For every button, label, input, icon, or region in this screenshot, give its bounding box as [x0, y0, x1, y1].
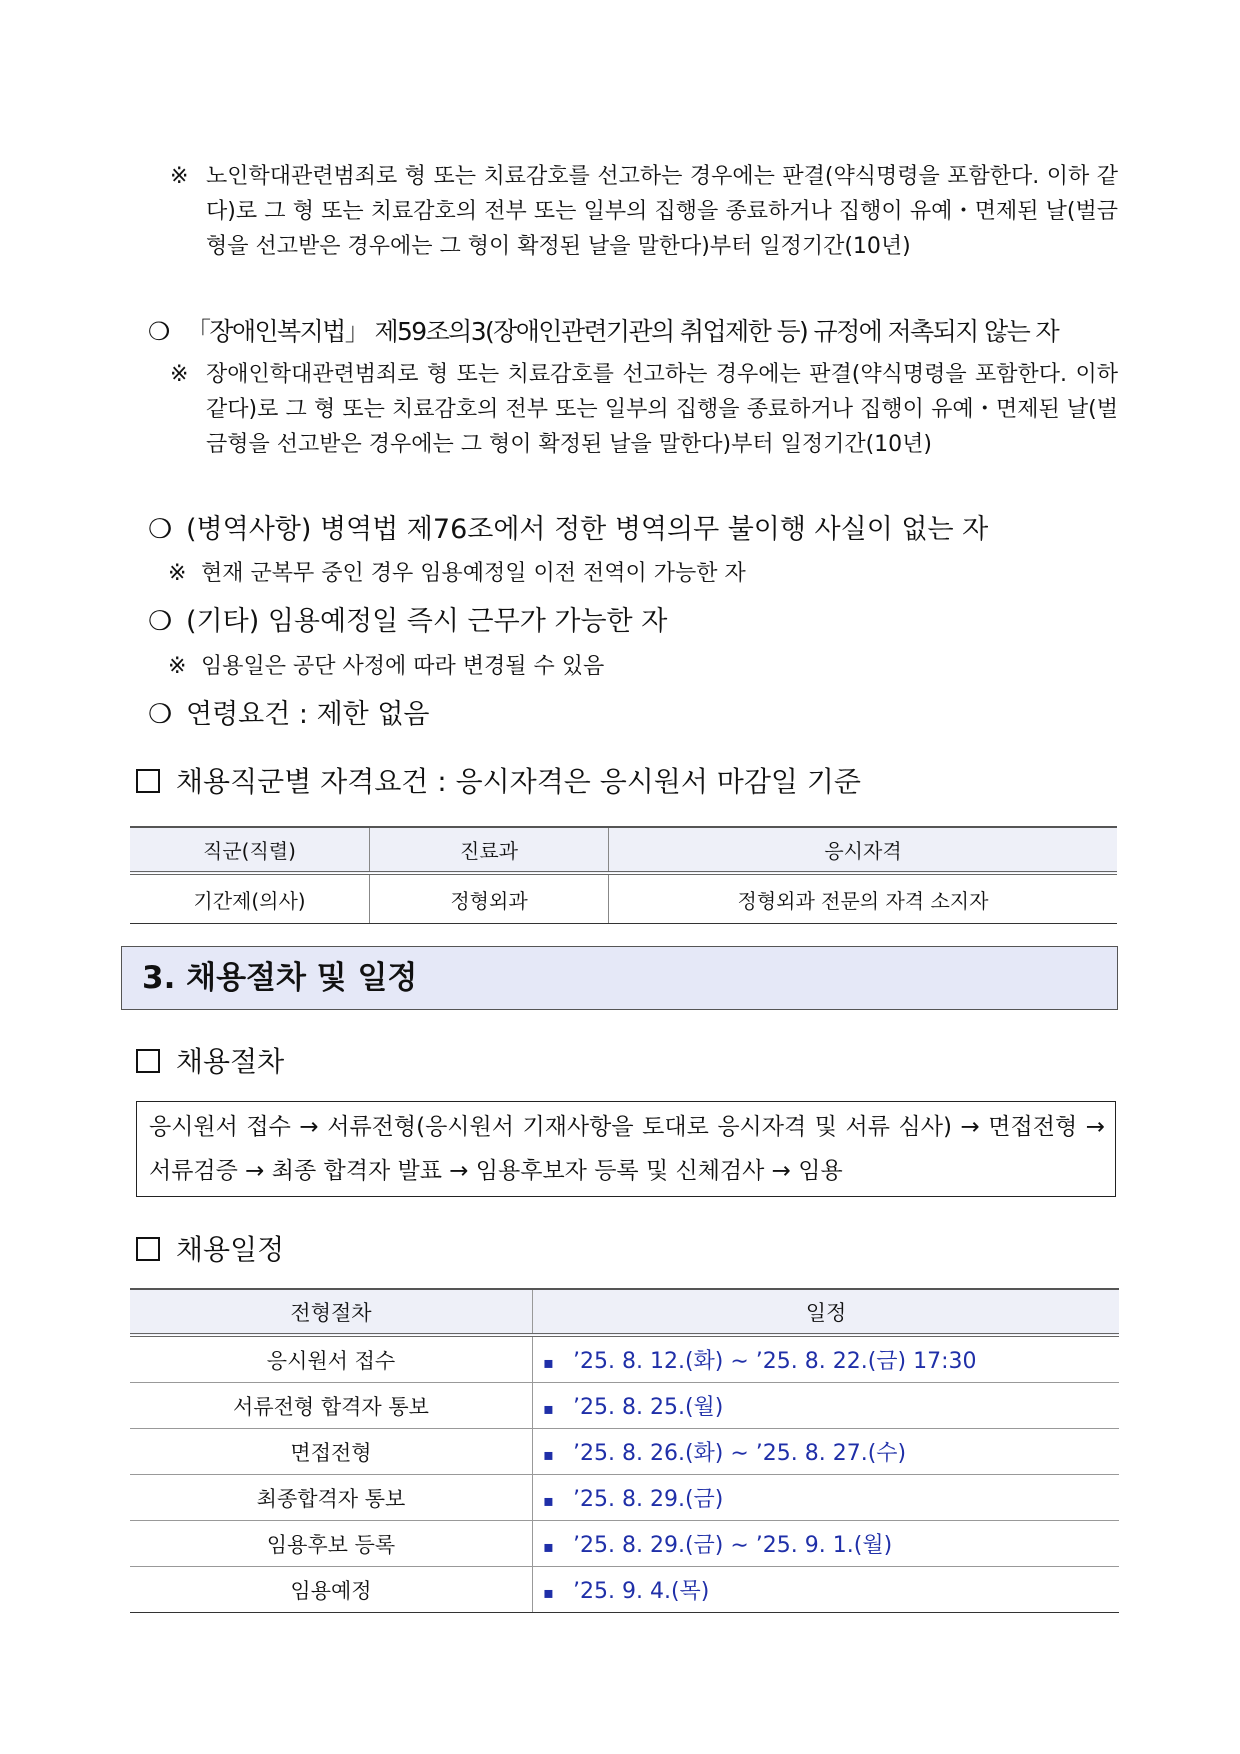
- header-cell-qualification: 응시자격: [609, 827, 1118, 873]
- square-bullet-icon: ▪: [543, 1491, 554, 1510]
- note-mark: ※: [170, 362, 189, 387]
- header-cell-step: 전형절차: [130, 1289, 533, 1335]
- cell-step: 서류전형 합격자 통보: [130, 1383, 533, 1429]
- header-cell-job: 직군(직렬): [130, 827, 370, 873]
- square-bullet-icon: [136, 1237, 160, 1261]
- procedure-box: 응시원서 접수 → 서류전형(응시원서 기재사항을 토대로 응시자격 및 서류 심사) → 면접전형 → 서류검증 → 최종 합격자 발표 → 임용후보자 등록 및 신체검사 → 임용: [136, 1101, 1116, 1197]
- square-bullet-icon: ▪: [543, 1583, 554, 1602]
- note-mark: ※: [168, 654, 187, 679]
- bullet-text: 「장애인복지법」 제59조의3(장애인관련기관의 취업제한 등) 규정에 저촉되지 않는 자: [186, 317, 1059, 346]
- bullet-age: [148, 695, 430, 735]
- circle-bullet-icon: ❍: [148, 514, 173, 545]
- header-cell-date: 일정: [533, 1289, 1120, 1335]
- cell-date: [533, 1335, 1120, 1383]
- circle-bullet-icon: ❍: [148, 317, 169, 346]
- header-cell-dept: 진료과: [370, 827, 609, 873]
- square-bullet-icon: [136, 1049, 160, 1073]
- table-row: [130, 1383, 1119, 1429]
- date-text: ’25. 8. 29.(금): [573, 1487, 724, 1512]
- cell-step: 임용예정: [130, 1567, 533, 1613]
- date-text: ’25. 8. 29.(금) ∼ ’25. 9. 1.(월): [573, 1533, 893, 1558]
- square-bullet-icon: ▪: [543, 1353, 554, 1372]
- square-bullet-icon: ▪: [543, 1537, 554, 1556]
- date-text: ’25. 8. 12.(화) ∼ ’25. 8. 22.(금) 17:30: [573, 1349, 977, 1374]
- qualification-table: [130, 826, 1117, 924]
- cell-job: 기간제(의사): [130, 873, 370, 924]
- cell-date: [533, 1567, 1120, 1613]
- circle-bullet-icon: ❍: [148, 699, 173, 730]
- table-row: [130, 1475, 1119, 1521]
- note-military: [168, 557, 746, 591]
- note-text: 노인학대관련범죄로 형 또는 치료감호를 선고하는 경우에는 판결(약식명령을 포함한다. 이하 같다)로 그 형 또는 치료감호의 전부 또는 일부의 집행을 종료하거나 집행이 유예・면제된 날(벌금형을 선고받은 경우에는 그 형이 확정된 날을 말한다)부터 일정기간(10년): [206, 164, 1118, 259]
- square-bullet-icon: [136, 769, 160, 793]
- date-text: ’25. 9. 4.(목): [573, 1579, 710, 1604]
- date-text: ’25. 8. 25.(월): [573, 1395, 724, 1420]
- cell-step: 최종합격자 통보: [130, 1475, 533, 1521]
- note-disabled-abuse: [170, 357, 1118, 462]
- table-header-row: [130, 1289, 1119, 1335]
- cell-date: [533, 1475, 1120, 1521]
- date-text: ’25. 8. 26.(화) ∼ ’25. 8. 27.(수): [573, 1441, 907, 1466]
- note-text: 현재 군복무 중인 경우 임용예정일 이전 전역이 가능한 자: [201, 561, 746, 586]
- procedure-heading: [136, 1040, 284, 1084]
- square-bullet-icon: ▪: [543, 1399, 554, 1418]
- schedule-table: [130, 1288, 1119, 1613]
- table-header-row: [130, 827, 1117, 873]
- bullet-text: (기타) 임용예정일 즉시 근무가 가능한 자: [186, 606, 668, 637]
- note-mark: ※: [168, 561, 187, 586]
- bullet-text: (병역사항) 병역법 제76조에서 정한 병역의무 불이행 사실이 없는 자: [186, 514, 989, 545]
- note-elder-abuse: [170, 159, 1118, 264]
- bullet-disability-law: [148, 312, 1058, 352]
- bullet-text: 연령요건 : 제한 없음: [186, 699, 430, 730]
- cell-date: [533, 1521, 1120, 1567]
- square-bullet-icon: ▪: [543, 1445, 554, 1464]
- note-mark: ※: [170, 164, 189, 189]
- schedule-heading: [136, 1228, 284, 1272]
- section-title: 3. 채용절차 및 일정: [121, 946, 1118, 1010]
- note-text: 임용일은 공단 사정에 따라 변경될 수 있음: [201, 654, 605, 679]
- table-row: [130, 1521, 1119, 1567]
- heading-text: 채용일정: [176, 1233, 285, 1266]
- cell-step: 임용후보 등록: [130, 1521, 533, 1567]
- note-text: 장애인학대관련범죄로 형 또는 치료감호를 선고하는 경우에는 판결(약식명령을 포함한다. 이하 같다)로 그 형 또는 치료감호의 전부 또는 일부의 집행을 종료하거나 집행이 유예・면제된 날(벌금형을 선고받은 경우에는 그 형이 확정된 날을 말한다)부터 일정기간(10년): [206, 362, 1118, 457]
- heading-text: 채용직군별 자격요건 : 응시자격은 응시원서 마감일 기준: [176, 765, 861, 798]
- qualification-heading: [136, 760, 861, 804]
- table-row: [130, 1429, 1119, 1475]
- bullet-other: [148, 602, 667, 642]
- note-other: [168, 650, 604, 684]
- cell-dept: 정형외과: [370, 873, 609, 924]
- cell-date: [533, 1383, 1120, 1429]
- table-row: [130, 1567, 1119, 1613]
- cell-step: 면접전형: [130, 1429, 533, 1475]
- table-row: [130, 873, 1117, 924]
- heading-text: 채용절차: [176, 1045, 285, 1078]
- cell-step: 응시원서 접수: [130, 1335, 533, 1383]
- cell-qualification: 정형외과 전문의 자격 소지자: [609, 873, 1118, 924]
- cell-date: [533, 1429, 1120, 1475]
- circle-bullet-icon: ❍: [148, 606, 173, 637]
- table-row: [130, 1335, 1119, 1383]
- bullet-military: [148, 510, 988, 550]
